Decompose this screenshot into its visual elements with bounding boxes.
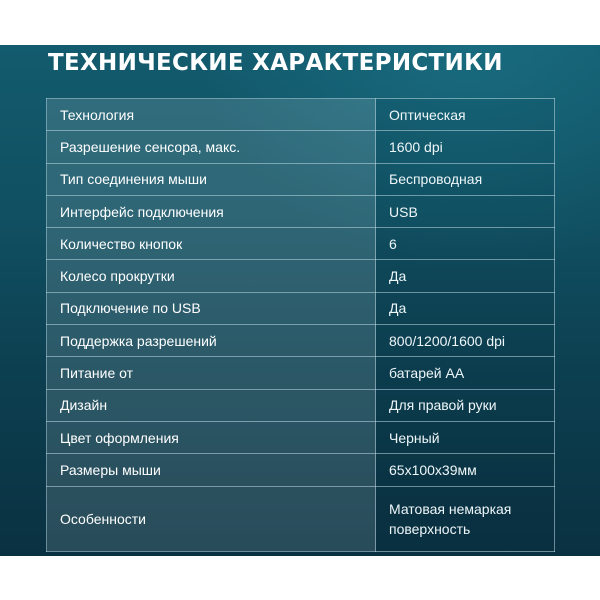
spec-value: Беспроводная [376, 163, 555, 195]
spec-value: 65х100х39мм [376, 454, 555, 486]
table-row [47, 325, 555, 357]
spec-label: Питание от [47, 357, 376, 389]
spec-label: Особенности [47, 486, 376, 551]
spec-value: 1600 dpi [376, 131, 555, 163]
table-row [47, 357, 555, 389]
table-row [47, 292, 555, 324]
spec-label: Дизайн [47, 389, 376, 421]
table-row [47, 131, 555, 163]
spec-value: Оптическая [376, 99, 555, 131]
spec-value: Матовая немаркая поверхность [376, 486, 555, 551]
table-row [47, 389, 555, 421]
spec-label: Подключение по USB [47, 292, 376, 324]
spec-value: 800/1200/1600 dpi [376, 325, 555, 357]
table-row [47, 195, 555, 227]
spec-value: Черный [376, 421, 555, 453]
spec-label: Количество кнопок [47, 228, 376, 260]
spec-label: Колесо прокрутки [47, 260, 376, 292]
page-title: ТЕХНИЧЕСКИЕ ХАРАКТЕРИСТИКИ [48, 50, 503, 76]
spec-value: Для правой руки [376, 389, 555, 421]
table-row [47, 260, 555, 292]
table-row [47, 228, 555, 260]
spec-label: Интерфейс подключения [47, 195, 376, 227]
table-row [47, 454, 555, 486]
spec-value: Да [376, 260, 555, 292]
spec-value: 6 [376, 228, 555, 260]
table-row [47, 421, 555, 453]
spec-value: Да [376, 292, 555, 324]
spec-label: Размеры мыши [47, 454, 376, 486]
table-row [47, 486, 555, 551]
spec-label: Разрешение сенсора, макс. [47, 131, 376, 163]
specs-panel [0, 45, 600, 556]
spec-label: Цвет оформления [47, 421, 376, 453]
spec-label: Тип соединения мыши [47, 163, 376, 195]
spec-label: Поддержка разрешений [47, 325, 376, 357]
spec-label: Технология [47, 99, 376, 131]
table-row [47, 99, 555, 131]
specs-table [46, 98, 555, 552]
spec-value: USB [376, 195, 555, 227]
table-row [47, 163, 555, 195]
spec-value: батарей АА [376, 357, 555, 389]
